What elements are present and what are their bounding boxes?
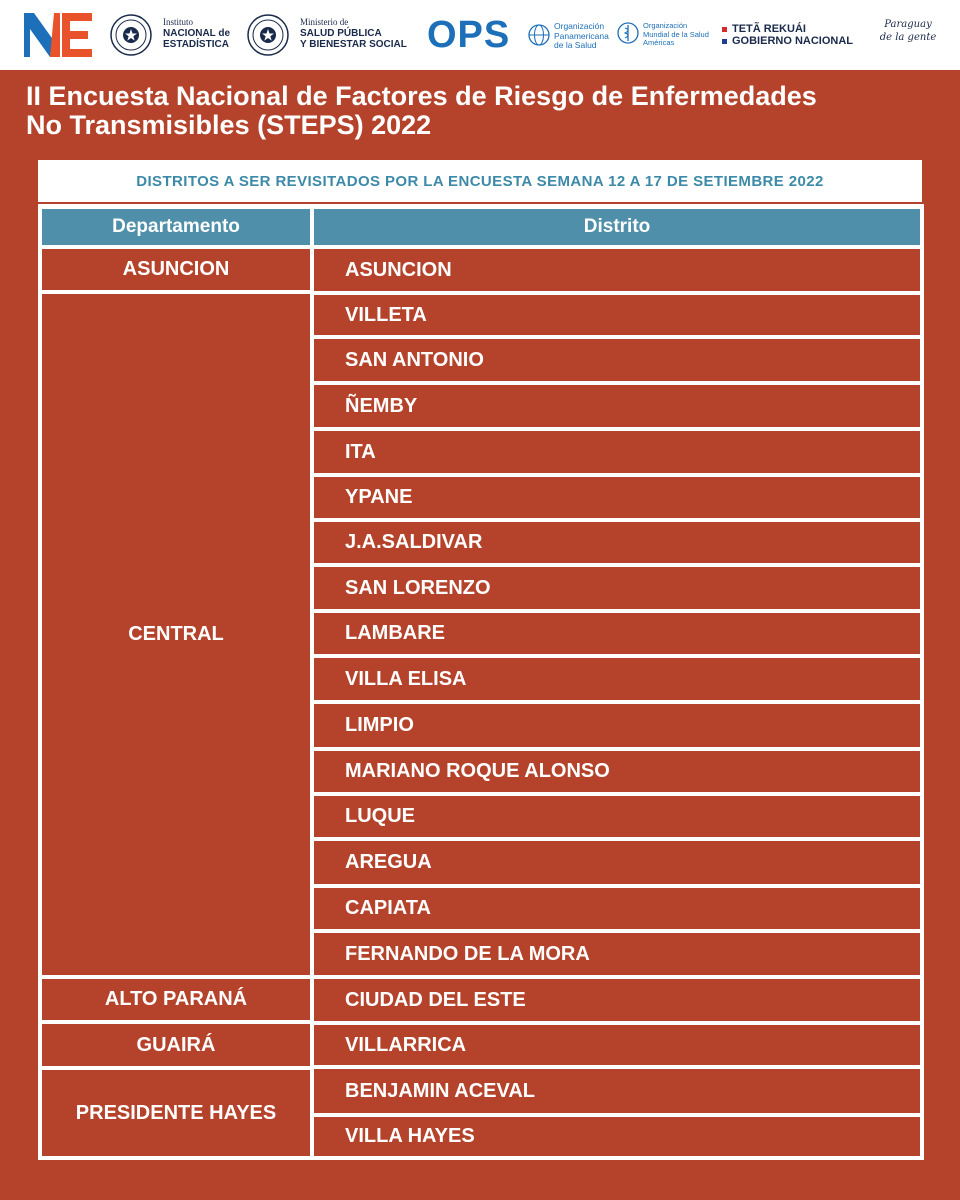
- distrito-cell: LIMPIO: [314, 704, 920, 747]
- distrito-cell: CIUDAD DEL ESTE: [314, 979, 920, 1021]
- logo-bar: [0, 0, 960, 70]
- departamento-cell: PRESIDENTE HAYES: [42, 1070, 310, 1156]
- gobierno-nacional-logo: TETÃ REKUÁI GOBIERNO NACIONAL: [722, 23, 853, 47]
- oms-org-name: Organización Mundial de la Salud Américas: [643, 21, 709, 47]
- distrito-cell: YPANE: [314, 477, 920, 518]
- distrito-cell: MARIANO ROQUE ALONSO: [314, 751, 920, 792]
- distrito-cell: VILLA ELISA: [314, 658, 920, 700]
- distrito-cell: VILLARRICA: [314, 1025, 920, 1065]
- distrito-cell: SAN ANTONIO: [314, 339, 920, 381]
- ops-globe-icon: [528, 24, 550, 46]
- departamento-cell: CENTRAL: [42, 294, 310, 975]
- distrito-cell: VILLETA: [314, 295, 920, 335]
- departamento-cell: ALTO PARANÁ: [42, 979, 310, 1020]
- ine-ne-logo: [24, 13, 94, 57]
- ops-org-name: Organización Panamericana de la Salud: [554, 21, 609, 50]
- distrito-cell: ÑEMBY: [314, 385, 920, 427]
- ops-logo: OPS: [427, 14, 511, 56]
- paraguay-de-la-gente-logo: Paraguay de la gente: [879, 19, 937, 43]
- distrito-cell: BENJAMIN ACEVAL: [314, 1069, 920, 1113]
- departamento-cell: ASUNCION: [42, 249, 310, 290]
- oms-emblem-icon: [617, 22, 639, 44]
- subtitle-banner: DISTRITOS A SER REVISITADOS POR LA ENCUESTA SEMANA 12 A 17 DE SETIEMBRE 2022: [38, 160, 922, 202]
- header-departamento: Departamento: [42, 209, 310, 245]
- distrito-cell: LAMBARE: [314, 613, 920, 654]
- ministerio-seal-icon: [247, 14, 289, 56]
- distrito-cell: LUQUE: [314, 796, 920, 837]
- distrito-cell: ASUNCION: [314, 249, 920, 291]
- header-distrito: Distrito: [314, 209, 920, 245]
- distrito-cell: SAN LORENZO: [314, 567, 920, 609]
- ministerio-name: Ministerio de SALUD PÚBLICA Y BIENESTAR SOCIAL: [300, 17, 407, 50]
- distrito-cell: AREGUA: [314, 841, 920, 884]
- ine-name: Instituto NACIONAL de ESTADÍSTICA: [163, 17, 231, 50]
- ine-seal-icon: [110, 14, 152, 56]
- distrito-cell: ITA: [314, 431, 920, 473]
- distrito-cell: FERNANDO DE LA MORA: [314, 933, 920, 975]
- page-title: II Encuesta Nacional de Factores de Riesgo de Enfermedades No Transmisibles (STEPS) 2022: [26, 81, 817, 140]
- distrito-cell: J.A.SALDIVAR: [314, 522, 920, 563]
- departamento-cell: GUAIRÁ: [42, 1024, 310, 1066]
- distrito-cell: VILLA HAYES: [314, 1117, 920, 1156]
- distrito-cell: CAPIATA: [314, 888, 920, 929]
